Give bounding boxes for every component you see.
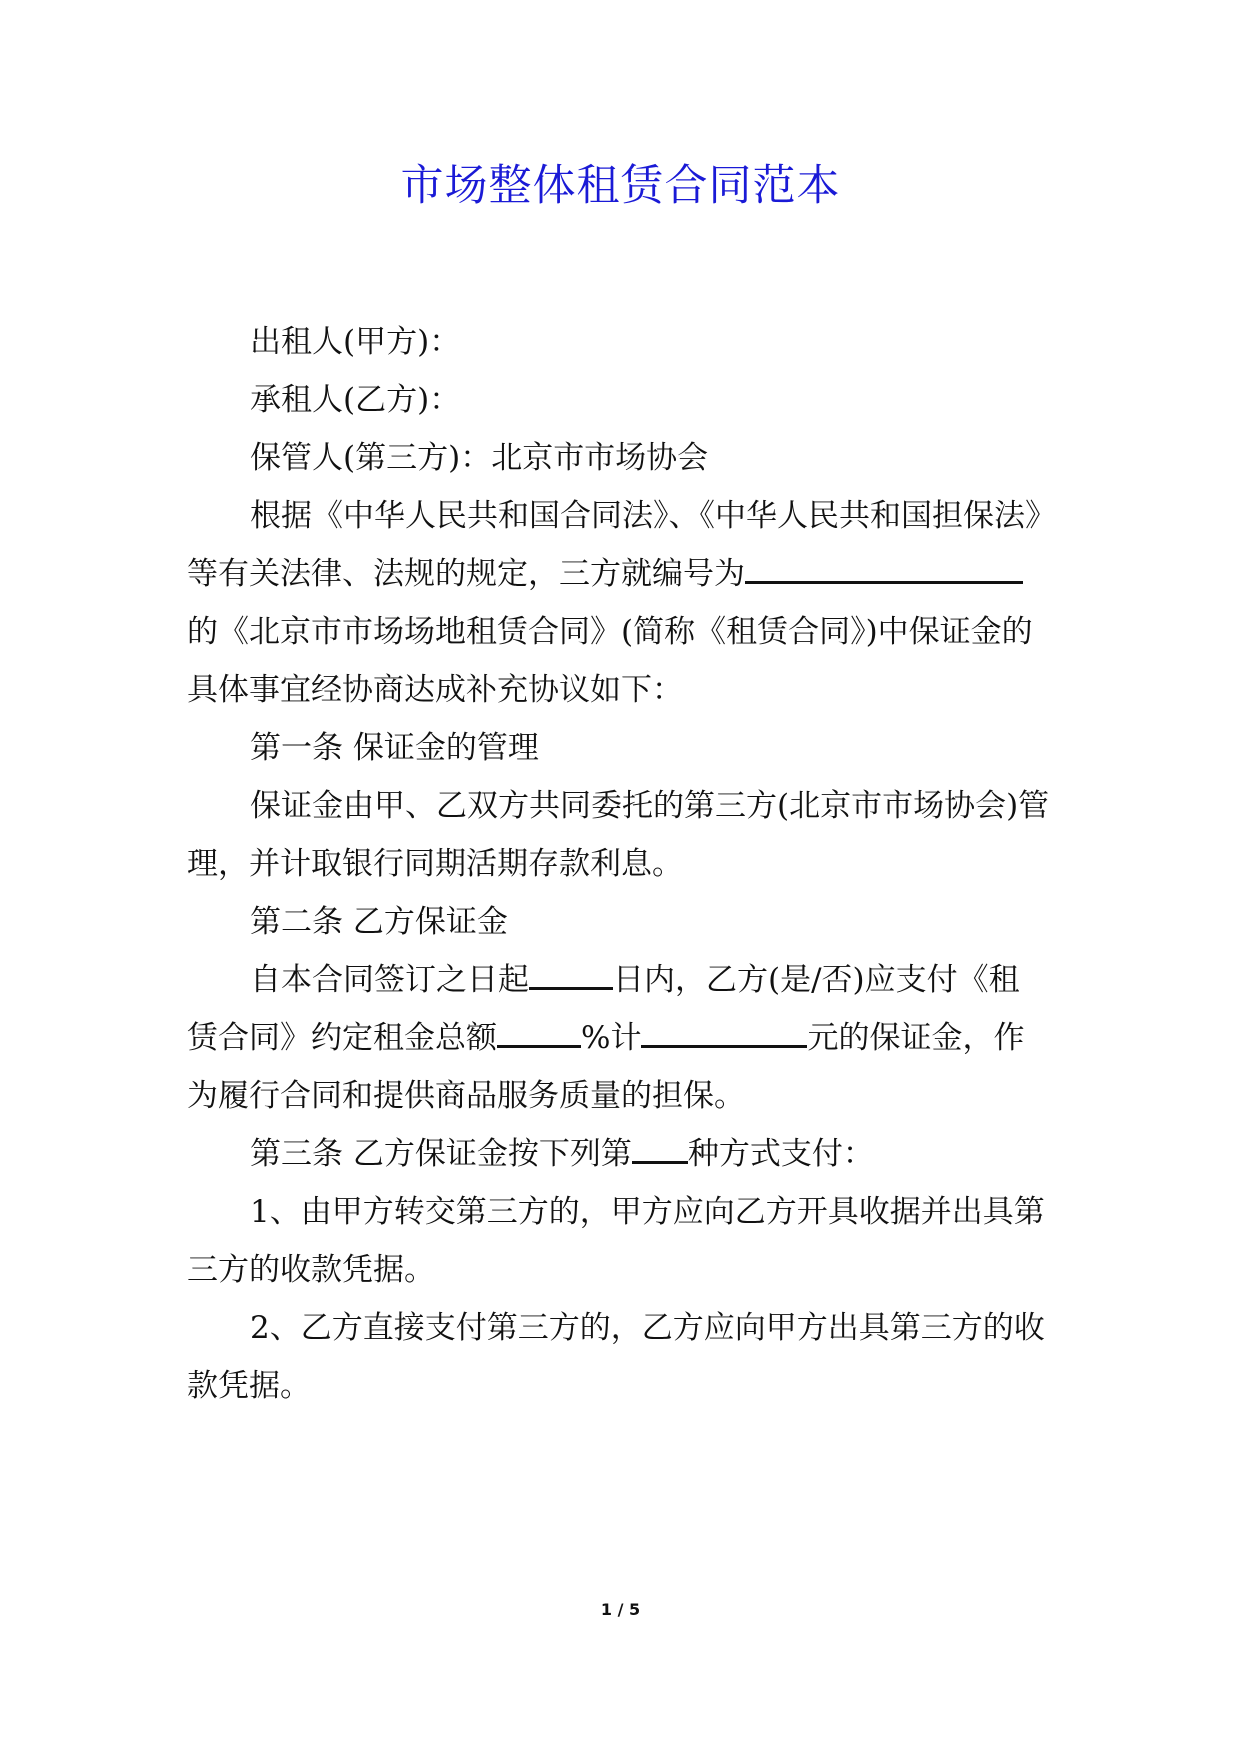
paragraph-line — [250, 960, 1020, 1000]
paragraph-text: 种方式支付： — [687, 1136, 874, 1172]
article-2-heading: 第二条 乙方保证金 — [250, 904, 508, 940]
contract-number-blank[interactable] — [745, 559, 1023, 584]
paragraph-text: 赁合同》约定租金总额 — [187, 1020, 497, 1056]
paragraph-line: 根据《中华人民共和国合同法》、《中华人民共和国担保法》 — [250, 498, 1056, 534]
paragraph-text: 自本合同签订之日起 — [250, 962, 529, 998]
list-item: 2、乙方直接支付第三方的，乙方应向甲方出具第三方的收 — [250, 1310, 1045, 1346]
paragraph-line: 的《北京市市场场地租赁合同》(简称《租赁合同》)中保证金的 — [187, 614, 1033, 650]
document-title: 市场整体租赁合同范本 — [400, 161, 841, 211]
lessee-line: 承租人(乙方)： — [250, 382, 461, 418]
article-3-heading — [250, 1134, 874, 1174]
days-blank[interactable] — [529, 965, 613, 990]
paragraph-text: %计 — [581, 1020, 642, 1056]
paragraph-line: 保证金由甲、乙双方共同委托的第三方(北京市市场协会)管 — [250, 788, 1050, 824]
custodian-line: 保管人(第三方)：北京市市场协会 — [250, 440, 709, 476]
paragraph-text: 元的保证金，作 — [807, 1020, 1025, 1056]
page-number: 1 / 5 — [600, 1600, 641, 1619]
paragraph-text: 日内，乙方(是/否)应支付《租 — [613, 962, 1020, 998]
list-item: 1、由甲方转交第三方的，甲方应向乙方开具收据并出具第 — [250, 1194, 1045, 1230]
paragraph-line: 具体事宜经协商达成补充协议如下： — [187, 672, 683, 708]
method-number-blank[interactable] — [632, 1139, 688, 1164]
paragraph-line: 理，并计取银行同期活期存款利息。 — [187, 846, 683, 882]
paragraph-text: 第三条 乙方保证金按下列第 — [250, 1136, 632, 1172]
list-item-continuation: 三方的收款凭据。 — [187, 1252, 435, 1288]
amount-blank[interactable] — [641, 1023, 807, 1048]
lessor-line: 出租人(甲方)： — [250, 324, 461, 360]
list-item-continuation: 款凭据。 — [187, 1368, 311, 1404]
paragraph-line — [187, 554, 1023, 594]
paragraph-line — [187, 1018, 1024, 1058]
paragraph-text: 等有关法律、法规的规定，三方就编号为 — [187, 556, 745, 592]
paragraph-line: 为履行合同和提供商品服务质量的担保。 — [187, 1078, 745, 1114]
percent-blank[interactable] — [497, 1023, 581, 1048]
article-1-heading: 第一条 保证金的管理 — [250, 730, 539, 766]
